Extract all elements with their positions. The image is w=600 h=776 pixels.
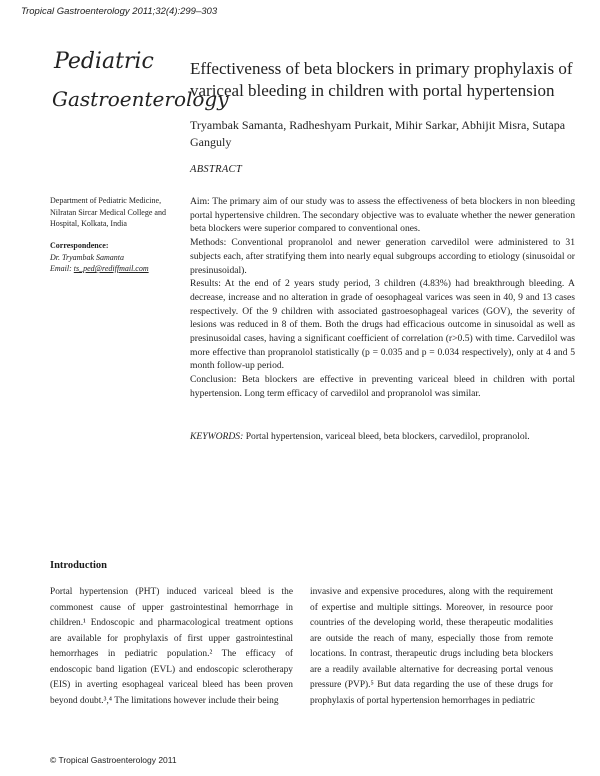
author-affiliation: Department of Pediatric Medicine, Nilratan Sircar Medical College and Hospital, Kolkata, India [50,196,166,228]
copyright-footer: © Tropical Gastroenterology 2011 [50,755,177,765]
pediatric-gastroenterology-logo [50,42,229,122]
logo-graphic [50,42,229,122]
abstract-body [190,195,575,401]
abstract-aim: Aim: The primary aim of our study was to assess the effectiveness of beta blockers in non bleeding portal hypertensive children. The secondary objective was to evaluate whether the newer generation beta blockers were superior compared to conventional ones. [190,196,575,235]
abstract-methods: Methods: Conventional propranolol and newer generation carvedilol were administered to 31 subjects each, after stratifying them into nearly equal subgroups according to etiology (sinusoidal or presinusoidal). [190,237,575,276]
correspondence-email-link[interactable]: ts_ped@rediffmail.com [73,264,149,273]
abstract-results: Results: At the end of 2 years study period, 3 children (4.83%) had breakthrough bleeding. A decrease, increase and no alteration in grade of oesophageal varices was seen in 40, 9 and 13 cases respectively. Of the 9 children with associated gastroesophageal varices (GOV), the severity of lesions was reduced in 8 of them. Both the drugs had efficacious outcome in sinusoidal as well as presinusoidal cases, having a significant coefficient of correlation (r>0.5) with time. Carvedilol was more effective than propranolol statistically (p = 0.035 and p = 0.034 respectively), only at 4 and 5 month follow-up period. [190,278,575,372]
correspondence-email-line [50,263,185,275]
journal-reference: Tropical Gastroenterology 2011;32(4):299–303 [21,6,218,17]
logo-line-1: Pediatric [54,49,154,74]
introduction-column-left: Portal hypertension (PHT) induced variceal bleed is the commonest cause of upper gastrointestinal hemorrhage in children.¹ Endoscopic and pharmacological treatment options are available for prophylaxis of first upper gastrointestinal hemorrhages in pediatric population.² The efficacy of endoscopic band ligation (EVL) and endoscopic sclerotherapy (EIS) in averting esophageal variceal bleed has been proven beyond doubt.³,⁴ The limitations however include their being [50,587,293,706]
introduction-column-right: invasive and expensive procedures, along with the requirement of expertise and multiple sittings. Moreover, in resource poor countries of the developing world, these therapeutic modalities are outside the reach of many, especially those from remote locations. In contrast, therapeutic drugs including beta blockers are a readily available alternative for decreasing portal venous pressure (PVP).⁵ But data regarding the use of these drugs for prophylaxis of portal hypertension hemorrhages in pediatric [310,587,553,706]
email-label: Email: [50,264,74,273]
article-title: Effectiveness of beta blockers in primary prophylaxis of variceal bleeding in children with portal hypertension [190,59,573,100]
keywords-label: KEYWORDS: [190,431,244,442]
abstract-conclusion: Conclusion: Beta blockers are effective in preventing variceal bleed in children with portal hypertension. Long term efficacy of carvedilol and propranolol was similar. [190,374,575,399]
correspondence-block [50,240,185,275]
article-authors: Tryambak Samanta, Radheshyam Purkait, Mihir Sarkar, Abhijit Misra, Sutapa Ganguly [190,118,566,149]
correspondence-label: Correspondence: [50,241,109,250]
abstract-heading: ABSTRACT [190,164,242,175]
introduction-heading: Introduction [50,560,107,571]
correspondence-name: Dr. Tryambak Samanta [50,252,125,262]
keywords-text: Portal hypertension, variceal bleed, beta blockers, carvedilol, propranolol. [243,431,530,442]
keywords [190,430,575,444]
logo-line-2: Gastroenterology [52,87,229,111]
